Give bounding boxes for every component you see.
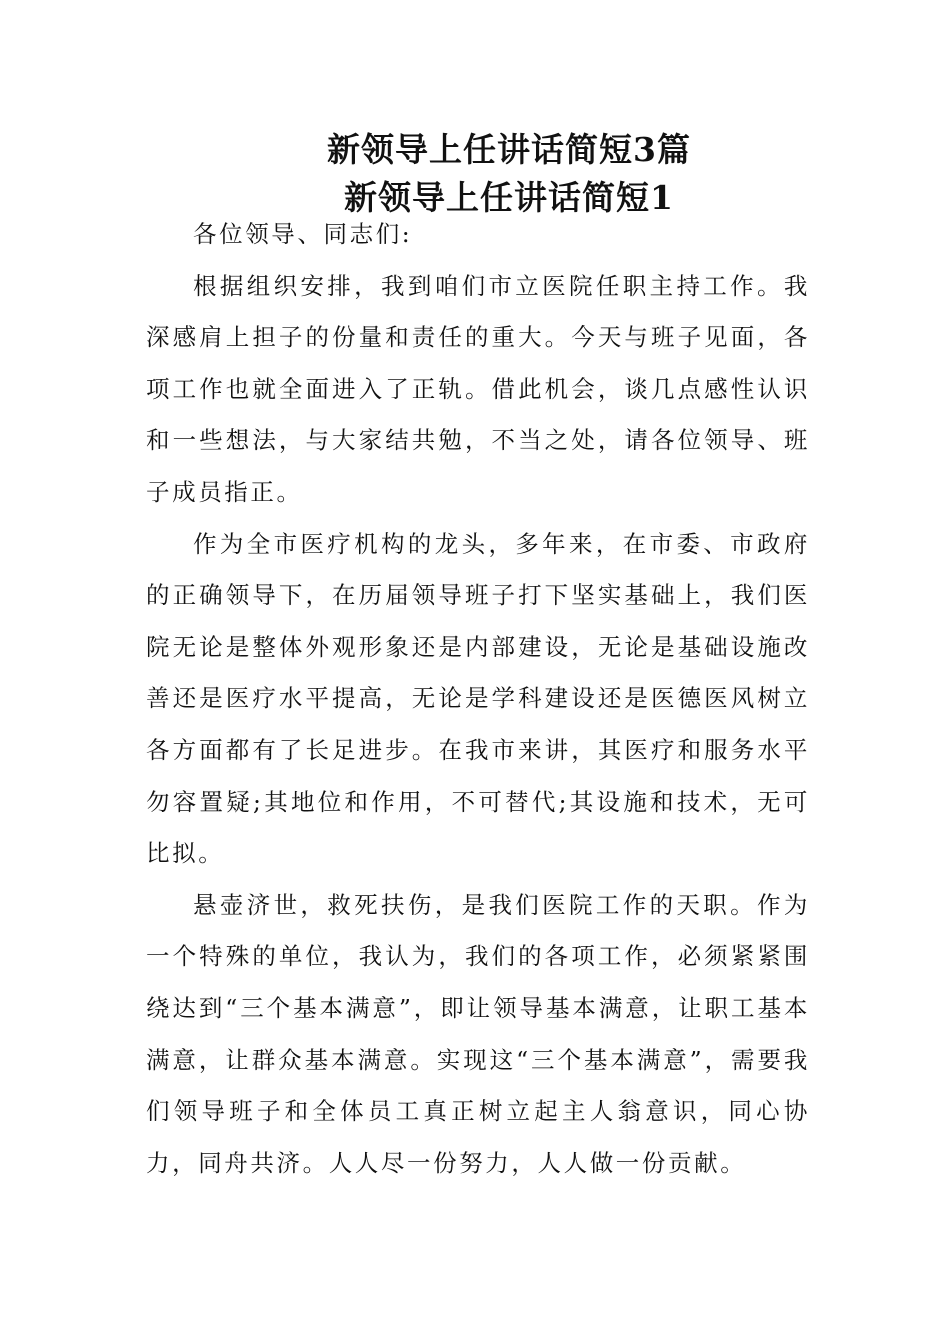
salutation: 各位领导、同志们: — [193, 220, 413, 248]
paragraph-3: 悬壶济世，救死扶伤，是我们医院工作的天职。作为一个特殊的单位，我认为，我们的各项工作，必须紧紧围绕达到“三个基本满意”，即让领导基本满意，让职工基本满意，让群众基本满意。实现这“三个基本满意”，需要我们领导班子和全体员工真正树立起主人翁意识，同心协力，同舟共济。人人尽一份努力，人人做一份贡献。 — [146, 890, 810, 1177]
paragraph-1: 根据组织安排，我到咱们市立医院任职主持工作。我深感肩上担子的份量和责任的重大。今天与班子见面，各项工作也就全面进入了正轨。借此机会，谈几点感性认识和一些想法，与大家结共勉，不当之处，请各位领导、班子成员指正。 — [146, 271, 810, 506]
paragraph-2: 作为全市医疗机构的龙头，多年来，在市委、市政府的正确领导下，在历届领导班子打下坚实基础上，我们医院无论是整体外观形象还是内部建设，无论是基础设施改善还是医疗水平提高，无论是学科建设还是医德医风树立各方面都有了长足进步。在我市来讲，其医疗和服务水平勿容置疑;其地位和作用，不可替代;其设施和技术，无可比拟。 — [146, 529, 810, 868]
document-title: 新领导上任讲话简短3篇 — [327, 130, 691, 169]
document-body — [146, 209, 810, 1189]
document-subtitle: 新领导上任讲话简短1 — [344, 178, 674, 217]
